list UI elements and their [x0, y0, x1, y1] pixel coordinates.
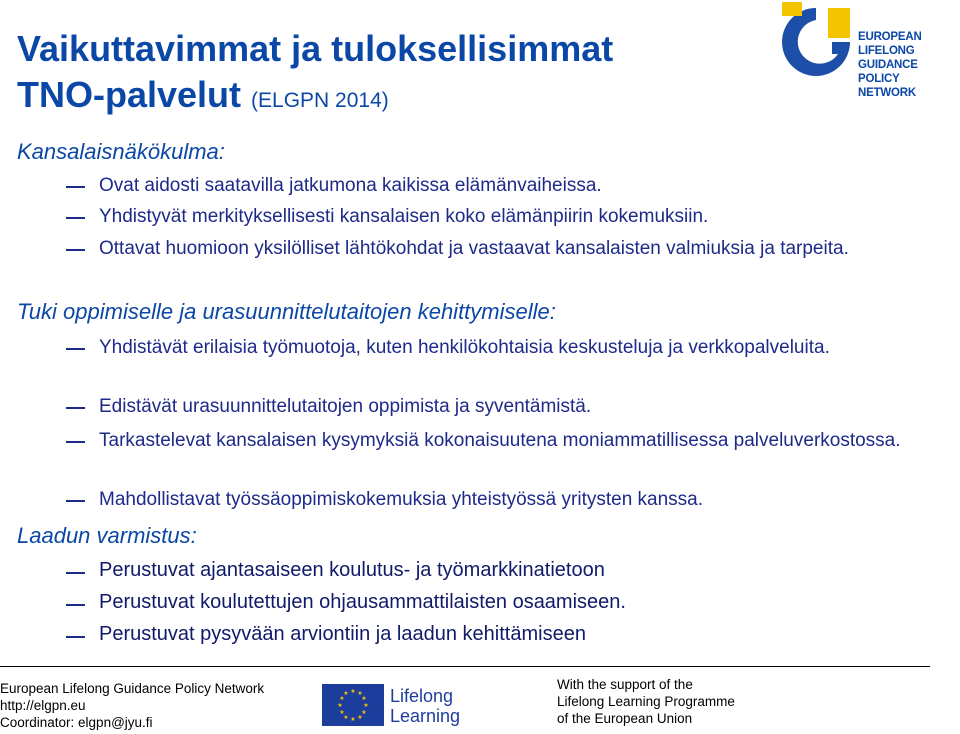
dash-bullet: [66, 407, 85, 409]
list-item: Ottavat huomioon yksilölliset lähtökohdat ja vastaavat kansalaisten valmiuksia ja tarpeita.: [99, 238, 849, 259]
list-item: Edistävät urasuunnittelutaitojen oppimista ja syventämistä.: [99, 396, 592, 417]
title-line-1: Vaikuttavimmat ja tuloksellisimmat: [17, 28, 614, 69]
svg-text:★: ★: [339, 695, 345, 702]
footer-support-1: With the support of the: [557, 677, 693, 692]
ll-line-1: Lifelong: [390, 686, 454, 706]
logo-line-1: EUROPEAN LIFELONG: [858, 31, 922, 57]
svg-text:★: ★: [343, 690, 349, 697]
footer-url-link[interactable]: http://elgpn.eu: [0, 698, 86, 713]
dash-bullet: [66, 217, 85, 219]
logo-text: [858, 30, 960, 100]
list-item: Tarkastelevat kansalaisen kysymyksiä kokonaisuutena moniammatillisessa palveluverkostossa.: [99, 430, 901, 451]
eu-flag-icon: [322, 684, 384, 726]
logo-line-2: GUIDANCE POLICY: [858, 59, 918, 85]
svg-text:★: ★: [357, 714, 363, 721]
list-item: Yhdistävät erilaisia työmuotoja, kuten henkilökohtaisia keskusteluja ja verkkopalveluita.: [99, 337, 830, 358]
svg-text:★: ★: [361, 709, 367, 716]
svg-text:★: ★: [361, 695, 367, 702]
section-heading-citizen: Kansalaisnäkökulma:: [17, 139, 225, 164]
svg-text:★: ★: [343, 714, 349, 721]
title-line-2: [17, 72, 757, 124]
footer-right: [557, 676, 735, 727]
list-item: Yhdistyvät merkityksellisesti kansalaisen koko elämänpiirin kokemuksiin.: [99, 206, 709, 227]
dash-bullet: [66, 186, 85, 188]
svg-text:★: ★: [337, 702, 343, 709]
section-heading-quality: Laadun varmistus:: [17, 523, 197, 548]
dash-bullet: [66, 441, 85, 443]
footer-coordinator: Coordinator: elgpn@jyu.fi: [0, 715, 153, 730]
svg-text:★: ★: [339, 709, 345, 716]
list-item: Perustuvat ajantasaiseen koulutus- ja työmarkkinatietoon: [99, 559, 605, 581]
footer-network-name: European Lifelong Guidance Policy Network: [0, 681, 265, 696]
footer-left: [0, 680, 264, 731]
ll-line-2: Learning: [390, 706, 461, 726]
list-item: Perustuvat pysyvään arviontiin ja laadun kehittämiseen: [99, 623, 586, 645]
footer-support-3: of the European Union: [557, 711, 693, 726]
svg-text:★: ★: [357, 690, 363, 697]
dash-bullet: [66, 572, 85, 574]
page-title: [17, 26, 757, 124]
dash-bullet: [66, 249, 85, 251]
lifelong-learning-logo: [390, 686, 460, 726]
footer-divider: [0, 666, 930, 667]
logo-line-3: NETWORK: [858, 87, 917, 99]
list-item: Mahdollistavat työssäoppimiskokemuksia yhteistyössä yritysten kanssa.: [99, 489, 704, 510]
dash-bullet: [66, 348, 85, 350]
section-heading-support: Tuki oppimiselle ja urasuunnittelutaitojen kehittymiselle:: [17, 299, 556, 324]
footer-support-2: Lifelong Learning Programme: [557, 694, 735, 709]
svg-text:★: ★: [350, 716, 356, 723]
title-line-2-text: TNO-palvelut: [17, 74, 242, 115]
svg-text:★: ★: [350, 688, 356, 695]
dash-bullet: [66, 636, 85, 638]
list-item: Perustuvat koulutettujen ohjausammattilaisten osaamiseen.: [99, 591, 626, 613]
dash-bullet: [66, 500, 85, 502]
title-year: (ELGPN 2014): [251, 89, 389, 112]
list-item: Ovat aidosti saatavilla jatkumona kaikissa elämänvaiheissa.: [99, 175, 602, 196]
dash-bullet: [66, 604, 85, 606]
svg-text:★: ★: [363, 702, 369, 709]
